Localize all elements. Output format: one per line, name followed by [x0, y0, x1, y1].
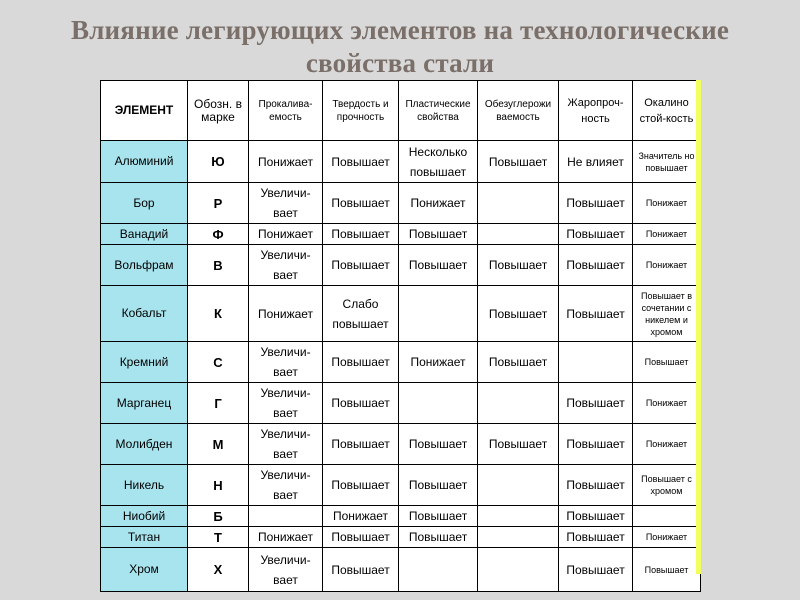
slide-title: [0, 14, 800, 80]
property-cell: Повышает: [559, 465, 633, 506]
table-row: [101, 424, 701, 465]
element-symbol-cell: Р: [188, 183, 249, 224]
property-cell: Повышает: [478, 342, 559, 383]
property-cell: Слабо повышает: [323, 286, 399, 342]
table-row: [101, 465, 701, 506]
property-cell: Повышает: [559, 527, 633, 548]
table-row: [101, 286, 701, 342]
property-cell: Повышает: [323, 342, 399, 383]
slide-title-line-2: свойства стали: [305, 48, 495, 78]
element-name-cell: Кобальт: [101, 286, 188, 342]
table-row: [101, 183, 701, 224]
element-name-cell: Титан: [101, 527, 188, 548]
properties-table-container: [100, 80, 700, 587]
table-row: [101, 506, 701, 527]
property-cell: [478, 527, 559, 548]
table-row: [101, 383, 701, 424]
property-cell: Увеличи-вает: [249, 465, 323, 506]
property-cell: Повышает: [559, 424, 633, 465]
property-cell: Увеличи-вает: [249, 383, 323, 424]
scale-resistance-cell: Понижает: [633, 383, 701, 424]
table-row: [101, 245, 701, 286]
scale-resistance-cell: Понижает: [633, 424, 701, 465]
property-cell: [399, 286, 478, 342]
property-cell: Повышает: [323, 383, 399, 424]
property-cell: Повышает: [323, 183, 399, 224]
property-cell: Повышает: [559, 286, 633, 342]
element-name-cell: Молибден: [101, 424, 188, 465]
property-cell: [249, 506, 323, 527]
header-symbol: Обозн. в марке: [188, 81, 249, 141]
header-plasticity: Пластические свойства: [399, 81, 478, 141]
property-cell: Понижает: [249, 224, 323, 245]
scale-resistance-cell: Повышает: [633, 548, 701, 592]
property-cell: Повышает: [323, 141, 399, 183]
header-element: ЭЛЕМЕНТ: [101, 81, 188, 141]
property-cell: [478, 183, 559, 224]
header-scale-resistance: Окалино стой-кость: [633, 81, 701, 141]
table-row: [101, 224, 701, 245]
header-hardenability: Прокалива-емость: [249, 81, 323, 141]
element-name-cell: Алюминий: [101, 141, 188, 183]
element-symbol-cell: К: [188, 286, 249, 342]
element-symbol-cell: Б: [188, 506, 249, 527]
property-cell: [478, 506, 559, 527]
element-symbol-cell: Т: [188, 527, 249, 548]
property-cell: Понижает: [249, 141, 323, 183]
element-symbol-cell: Н: [188, 465, 249, 506]
property-cell: Повышает: [399, 527, 478, 548]
property-cell: Повышает: [323, 548, 399, 592]
element-symbol-cell: Ю: [188, 141, 249, 183]
element-name-cell: Ванадий: [101, 224, 188, 245]
property-cell: Увеличи-вает: [249, 245, 323, 286]
property-cell: [399, 383, 478, 424]
property-cell: Увеличи-вает: [249, 183, 323, 224]
property-cell: Повышает: [323, 424, 399, 465]
element-symbol-cell: М: [188, 424, 249, 465]
property-cell: Повышает: [559, 548, 633, 592]
scale-resistance-cell: Повышает: [633, 342, 701, 383]
table-right-edge: [696, 80, 701, 574]
property-cell: Повышает: [399, 245, 478, 286]
table-row: [101, 548, 701, 592]
property-cell: Повышает: [323, 224, 399, 245]
property-cell: Повышает: [323, 465, 399, 506]
element-name-cell: Марганец: [101, 383, 188, 424]
property-cell: Несколько повышает: [399, 141, 478, 183]
element-symbol-cell: Ф: [188, 224, 249, 245]
element-name-cell: Бор: [101, 183, 188, 224]
property-cell: [478, 383, 559, 424]
property-cell: [478, 548, 559, 592]
header-hardness-strength: Твердость и прочность: [323, 81, 399, 141]
scale-resistance-cell: Повышает с хромом: [633, 465, 701, 506]
property-cell: Увеличи-вает: [249, 424, 323, 465]
property-cell: Повышает: [559, 506, 633, 527]
header-decarburization: Обезуглерожи ваемость: [478, 81, 559, 141]
scale-resistance-cell: Повышает в сочетании с никелем и хромом: [633, 286, 701, 342]
property-cell: Повышает: [478, 141, 559, 183]
table-row: [101, 527, 701, 548]
property-cell: [399, 548, 478, 592]
element-name-cell: Ниобий: [101, 506, 188, 527]
element-name-cell: Вольфрам: [101, 245, 188, 286]
property-cell: Понижает: [249, 527, 323, 548]
property-cell: Повышает: [399, 224, 478, 245]
property-cell: Понижает: [323, 506, 399, 527]
element-symbol-cell: В: [188, 245, 249, 286]
property-cell: Повышает: [399, 506, 478, 527]
scale-resistance-cell: [633, 506, 701, 527]
property-cell: Увеличи-вает: [249, 548, 323, 592]
property-cell: Увеличи-вает: [249, 342, 323, 383]
scale-resistance-cell: Понижает: [633, 527, 701, 548]
property-cell: Повышает: [399, 465, 478, 506]
property-cell: Повышает: [559, 245, 633, 286]
property-cell: Повышает: [478, 424, 559, 465]
scale-resistance-cell: Понижает: [633, 224, 701, 245]
property-cell: Повышает: [559, 224, 633, 245]
element-name-cell: Никель: [101, 465, 188, 506]
slide-title-line-1: Влияние легирующих элементов на технологические: [70, 15, 730, 45]
property-cell: Повышает: [323, 245, 399, 286]
element-symbol-cell: Г: [188, 383, 249, 424]
property-cell: [478, 465, 559, 506]
property-cell: Повышает: [478, 286, 559, 342]
property-cell: Повышает: [399, 424, 478, 465]
element-symbol-cell: С: [188, 342, 249, 383]
property-cell: Повышает: [559, 183, 633, 224]
element-name-cell: Кремний: [101, 342, 188, 383]
scale-resistance-cell: Понижает: [633, 245, 701, 286]
table-header-row: [101, 81, 701, 141]
property-cell: Понижает: [249, 286, 323, 342]
element-name-cell: Хром: [101, 548, 188, 592]
table-row: [101, 342, 701, 383]
property-cell: Не влияет: [559, 141, 633, 183]
element-symbol-cell: Х: [188, 548, 249, 592]
property-cell: Понижает: [399, 342, 478, 383]
property-cell: Повышает: [478, 245, 559, 286]
header-heat-resistance: Жаропроч-ность: [559, 81, 633, 141]
property-cell: [478, 224, 559, 245]
table-row: [101, 141, 701, 183]
property-cell: Повышает: [559, 383, 633, 424]
properties-table: [100, 80, 701, 592]
property-cell: Повышает: [323, 527, 399, 548]
property-cell: [559, 342, 633, 383]
scale-resistance-cell: Значитель но повышает: [633, 141, 701, 183]
scale-resistance-cell: Понижает: [633, 183, 701, 224]
property-cell: Понижает: [399, 183, 478, 224]
